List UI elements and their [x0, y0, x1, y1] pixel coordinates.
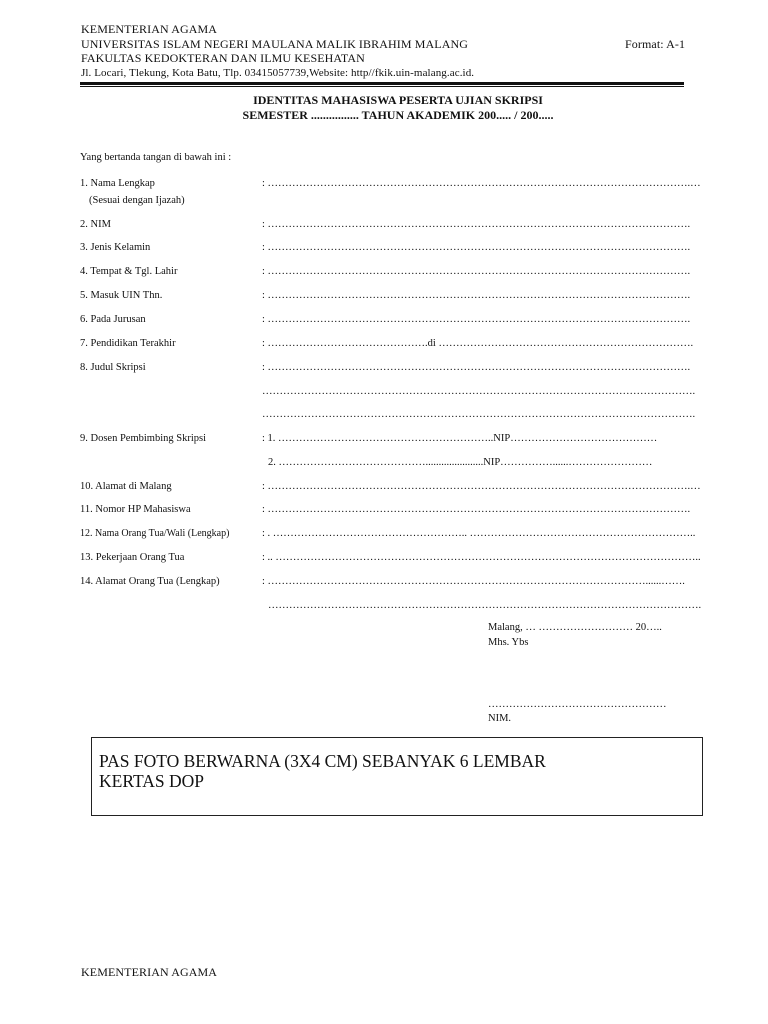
field-label-thesis-title: 8. Judul Skripsi — [80, 362, 146, 373]
format-code: Format: A-1 — [625, 37, 686, 51]
field-label-education: 7. Pendidikan Terakhir — [80, 338, 176, 349]
signature-role: Mhs. Ybs — [488, 637, 529, 648]
field-sublabel-nama: (Sesuai dengan Ijazah) — [89, 195, 185, 206]
field-label-gender: 3. Jenis Kelamin — [80, 242, 151, 253]
field-label-nama: 1. Nama Lengkap — [80, 178, 155, 189]
field-label-parent-address: 14. Alamat Orang Tua (Lengkap) — [80, 576, 220, 587]
field-value-department: : …………………………………………………………………………………………………………. — [262, 314, 691, 325]
field-value-phone: : …………………………………………………………………………………………………………. — [262, 504, 691, 515]
field-value-supervisor-1: : 1. ……………………………………………………..NIP…………………………………… — [262, 433, 658, 444]
field-label-phone: 11. Nomor HP Mahasiswa — [80, 504, 191, 515]
field-value-entry-year: : …………………………………………………………………………………………………………. — [262, 290, 691, 301]
field-value-thesis-title-2: ……………………………………………………………………………………………………………. — [262, 386, 696, 397]
header-address: Jl. Locari, Tlekung, Kota Batu, Tlp. 03415057739,Website: http//fkik.uin-malang.ac.id. — [81, 67, 475, 79]
field-value-education: : ……………………………………….di ………………………………………………………………. — [262, 338, 694, 349]
field-value-parent-address-2: ……………………………………………………………………………………………………………. — [268, 600, 702, 611]
intro-text: Yang bertanda tangan di bawah ini : — [80, 152, 232, 163]
field-value-supervisor-2: 2. ……………………………………......................NIP……………......…………………… — [268, 457, 653, 468]
field-value-thesis-title-3: ……………………………………………………………………………………………………………. — [262, 409, 696, 420]
field-label-malang-address: 10. Alamat di Malang — [80, 481, 172, 492]
photo-note-box — [91, 737, 703, 816]
field-value-nama: : ………………………………………………………………………………………………………….… — [262, 178, 701, 189]
field-label-parent-name: 12. Nama Orang Tua/Wali (Lengkap) — [80, 528, 230, 539]
field-label-parent-job: 13. Pekerjaan Orang Tua — [80, 552, 185, 563]
header-rule-thick — [80, 82, 684, 85]
photo-note-text: PAS FOTO BERWARNA (3X4 CM) SEBANYAK 6 LEMBAR KERTAS DOP — [99, 751, 546, 791]
footer-ministry: KEMENTERIAN AGAMA — [81, 965, 218, 979]
form-title: IDENTITAS MAHASISWA PESERTA UJIAN SKRIPSI — [253, 93, 543, 107]
header-rule-thin — [80, 86, 684, 87]
header-ministry: KEMENTERIAN AGAMA — [81, 22, 218, 36]
field-label-entry-year: 5. Masuk UIN Thn. — [80, 290, 163, 301]
field-label-supervisor: 9. Dosen Pembimbing Skripsi — [80, 433, 207, 444]
field-value-gender: : …………………………………………………………………………………………………………. — [262, 242, 691, 253]
field-label-nim: 2. NIM — [80, 219, 111, 230]
signature-line: …………………………………………… — [488, 699, 667, 710]
signature-nim: NIM. — [488, 713, 512, 724]
field-value-thesis-title-1: : …………………………………………………………………………………………………………. — [262, 362, 691, 373]
field-label-birth: 4. Tempat & Tgl. Lahir — [80, 266, 178, 277]
header-university: UNIVERSITAS ISLAM NEGERI MAULANA MALIK IBRAHIM MALANG — [81, 37, 468, 51]
signature-place-date: Malang, … ……………………… 20….. — [488, 622, 662, 633]
field-value-parent-address-1: : ………………………………………………………………………………………………......……. — [262, 576, 685, 587]
field-value-malang-address: : ………………………………………………………………………………………………………….… — [262, 481, 701, 492]
field-value-nim: : …………………………………………………………………………………………………………. — [262, 219, 691, 230]
field-value-parent-name: : . ……………………………………………….. ……………………………………………………….. — [262, 528, 696, 539]
field-label-department: 6. Pada Jurusan — [80, 314, 146, 325]
field-value-parent-job: : .. ………………………………………………………………………………………………………….. — [262, 552, 701, 563]
form-subtitle: SEMESTER ................ TAHUN AKADEMIK 200..... / 200..... — [242, 108, 554, 122]
field-value-birth: : …………………………………………………………………………………………………………. — [262, 266, 691, 277]
header-faculty: FAKULTAS KEDOKTERAN DAN ILMU KESEHATAN — [81, 51, 365, 65]
